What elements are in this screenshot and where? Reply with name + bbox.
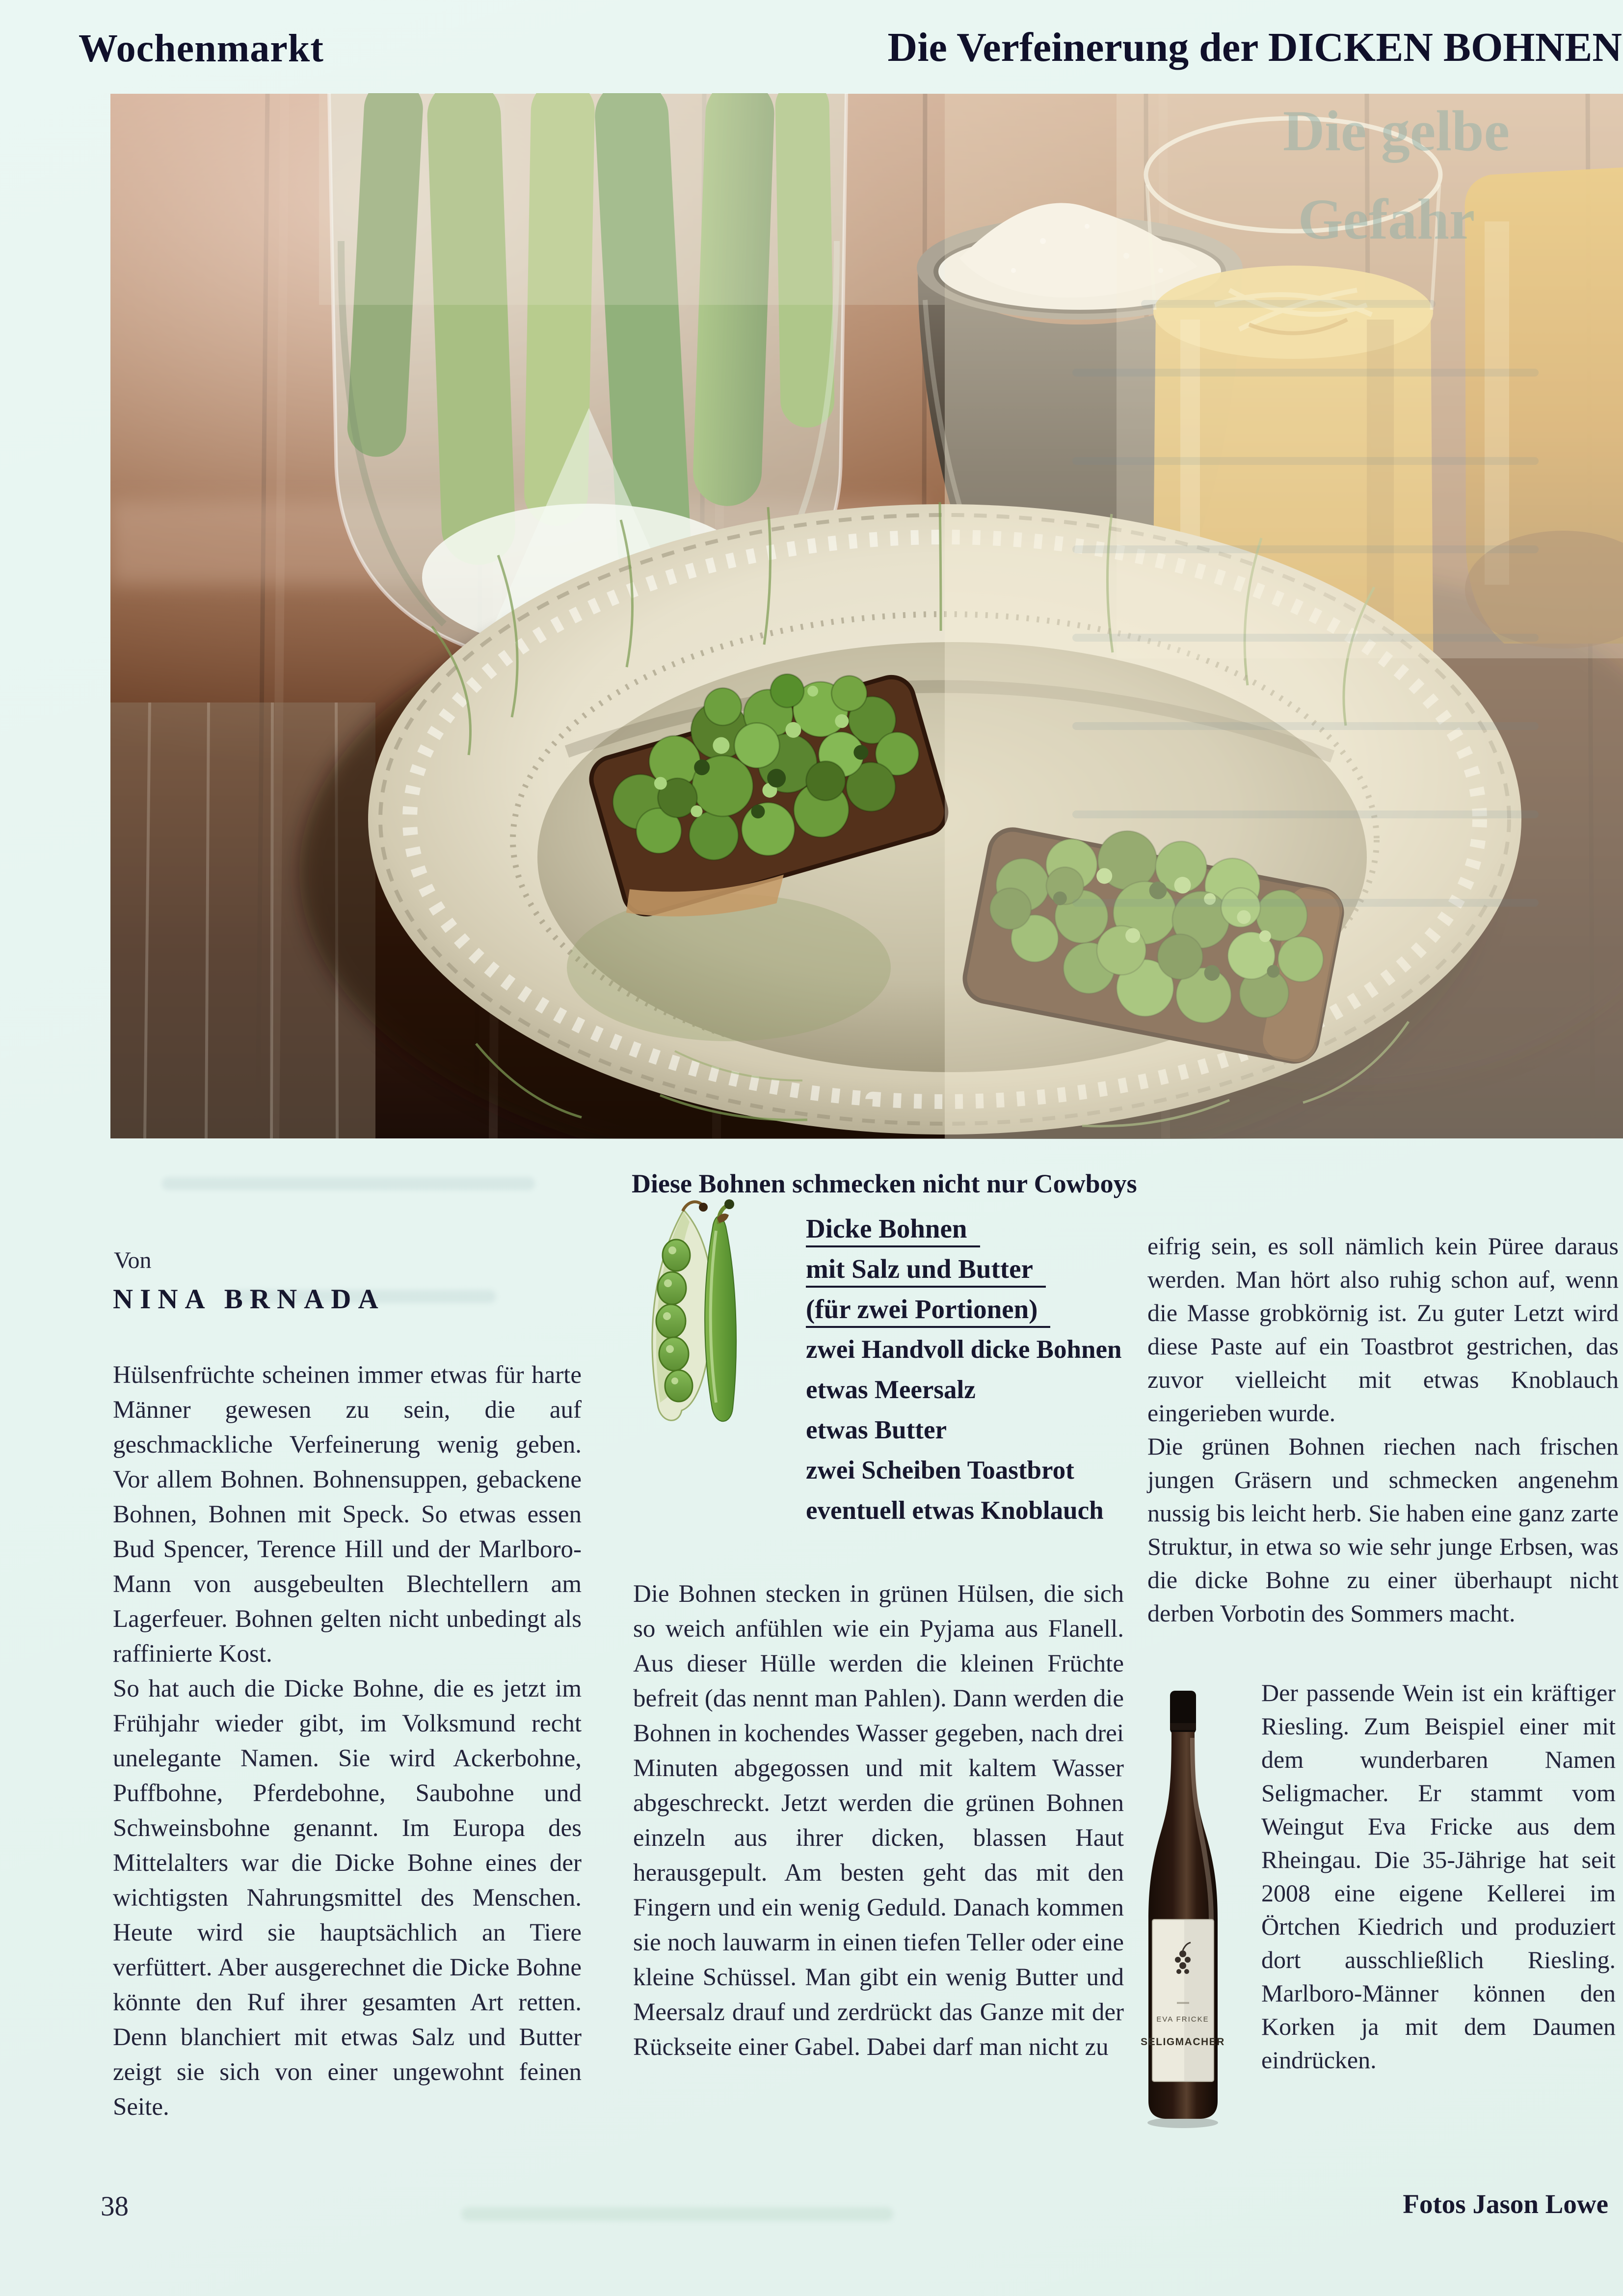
column3-paragraph3-wine: Der passende Wein ist ein kräftiger Riesling. Zum Beispiel einer mit dem wunderbaren Namen Seligmacher. Er stammt vom Weingut Eva Fricke aus dem Rheingau. Die 35-Jährige hat seit 2008 eine eigene Kellerei im Örtchen Kiedrich und produziert dort ausschließlich Riesling. Marlboro-Männer können den Korken ja mit dem Daumen eindrücken. <box>1261 1679 1616 2074</box>
bean-pod-illustration <box>630 1196 777 1437</box>
wine-bottle-photo <box>1138 1689 1228 2131</box>
recipe-ingredient: zwei Scheiben Toastbrot <box>806 1456 1074 1485</box>
column2-paragraph1: Die Bohnen stecken in grünen Hülsen, die sich so weich anfühlen wie ein Pyjama aus Flanell. Aus dieser Hülle werden die kleinen Früchte befreit (das nennt man Pahlen). Dann werden die Bohnen in kochendes Wasser gegeben, nach drei Minuten abgegossen und mit kaltem Wasser abgeschreckt. Jetzt werden die grünen Bohnen einzeln aus ihrer dicken, blassen Haut herausgepult. Am besten geht das mit den Fingern und ein wenig Geduld. Danach kommen sie noch lauwarm in einen tiefen Teller oder eine kleine Schüssel. Man gibt ein wenig Butter und Meersalz drauf und zerdrückt das Ganze mit der Rückseite einer Gabel. Dabei darf man nicht zu <box>633 1580 1124 2061</box>
author-name: NINA BRNADA <box>113 1284 385 1315</box>
recipe-ingredient: etwas Meersalz <box>806 1376 976 1404</box>
recipe-title-line3: (für zwei Portionen) <box>806 1289 1140 1329</box>
column1-paragraph1: Hülsenfrüchte scheinen immer etwas für harte Männer gewesen zu sein, die auf geschmackliche Verfeinerung wenig geben. Vor allem Bohnen. Bohnensuppen, gebackene Bohnen, Bohnen mit Speck. So etwas essen Bud Spencer, Terence Hill und der Marlboro-Mann von ausgebeulten Blechtellern am Lagerfeuer. Bohnen gelten nicht unbedingt als raffinierte Kost. <box>113 1361 582 1668</box>
ghost-headline-line2: Gefahr <box>1298 187 1475 251</box>
column-1 <box>113 1358 582 2125</box>
byline-label: Von <box>114 1247 152 1273</box>
pod-stem-tip <box>699 1203 708 1212</box>
ghost-bleed-line <box>162 1177 535 1190</box>
ghost-bleed-line <box>461 2207 893 2221</box>
open-pod-with-beans <box>652 1202 712 1420</box>
wine-producer-label: EVA FRICKE <box>1156 2015 1209 2024</box>
recipe-ingredient: etwas Butter <box>806 1416 947 1444</box>
recipe-ingredient: zwei Handvoll dicke Bohnen <box>806 1335 1122 1364</box>
photo-credit: Fotos Jason Lowe <box>1403 2189 1608 2219</box>
recipe-box <box>806 1209 1140 1531</box>
closed-pod <box>705 1199 736 1421</box>
column3-paragraph2: Die grünen Bohnen riechen nach frischen jungen Gräsern und schmecken angenehm nussig bis leicht herb. Sie haben eine ganz zarte Struktur, in etwa so wie sehr junge Erbsen, was die dicke Bohne zu einer überhaupt nicht derben Vorbotin des Sommers macht. <box>1147 1432 1619 1627</box>
page-headline: Die Verfeinerung der DICKEN BOHNEN <box>887 25 1622 70</box>
recipe-title-line2: mit Salz und Butter <box>806 1249 1140 1289</box>
wine-name-label: SELIGMACHER <box>1141 2036 1225 2048</box>
column1-paragraph2: So hat auch die Dicke Bohne, die es jetzt im Frühjahr wieder gibt, im Volksmund recht unelegante Namen. Sie wird Ackerbohne, Puffbohne, Pferdebohne, Saubohne und Schweinsbohne genannt. Im Europa des Mittelalters war die Dicke Bohne eines der wichtigsten Nahrungsmittel des Menschen. Heute wird sie hauptsächlich an Tiere verfüttert. Aber ausgerechnet die Dicke Bohne könnte den Ruf ihrer gesamten Art retten. Denn blanchiert mit etwas Salz und Butter zeigt sie sich von einer ungewohnt feinen Seite. <box>113 1675 582 2121</box>
page-number: 38 <box>101 2191 129 2222</box>
ghost-headline-line1: Die gelbe <box>1282 99 1510 163</box>
section-title: Wochenmarkt <box>79 27 324 70</box>
column-2 <box>633 1577 1124 2065</box>
photo-scene <box>110 93 1623 1139</box>
photo-caption: Diese Bohnen schmecken nicht nur Cowboys <box>632 1169 1137 1198</box>
wine-label <box>1141 1919 1225 2081</box>
recipe-ingredient: eventuell etwas Knoblauch <box>806 1496 1104 1525</box>
column3-paragraph1: eifrig sein, es soll nämlich kein Püree daraus werden. Man hört also ruhig schon auf, wenn die Masse grobkörnig ist. Zu guter Letzt wird diese Paste auf ein Toastbrot gestrichen, das zuvor vielleicht mit etwas Knoblauch eingerieben wurde. <box>1147 1232 1619 1427</box>
column-3 <box>1147 1229 1619 1630</box>
recipe-title-line1: Dicke Bohnen <box>806 1209 1140 1249</box>
food-photograph <box>110 93 1623 1139</box>
